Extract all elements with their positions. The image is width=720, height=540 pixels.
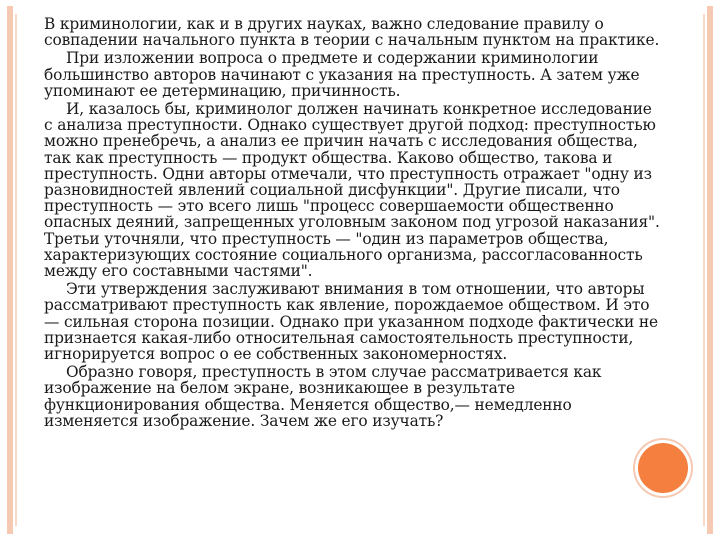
right-border-stripe	[707, 6, 713, 534]
paragraph-5: Образно говоря, преступность в этом случае рассматривается как изображение на белом экране, возникающее в результате функционирования общества. Меняется общество,— немедленно изменяется изображение. Зачем же его изучать?	[44, 363, 602, 430]
paragraph-1: В криминологии, как и в других науках, важно следование правилу о совпадении начального пункта в теории с начальным пунктом на практике.	[44, 15, 660, 50]
paragraph-2: При изложении вопроса о предмете и содержании криминологии большинство авторов начинают с указания на преступность. А затем уже упоминают ее детерминацию, причинность.	[44, 49, 640, 100]
right-inner-stripe	[703, 14, 705, 526]
decorative-orange-circle	[638, 443, 688, 493]
left-border-stripe	[7, 6, 13, 534]
body-text	[44, 16, 660, 431]
paragraph-3: И, казалось бы, криминолог должен начинать конкретное исследование с анализа преступности. Однако существует другой подход: преступностью можно пренебречь, а анализ ее причин начать с исследования общества, так как преступность — продукт общества. Каково общество, такова и преступность. Одни авторы отмечали, что преступность отражает "одну из разновидностей явлений социальной дисфункции". Другие писали, что преступность — это всего лишь "процесс совершаемости общественно опасных деяний, запрещенных уголовным законом под угрозой наказания". Третьи уточняли, что преступность — "один из параметров общества, характеризующих состояние социального организма, рассогласованность между его составными частями".	[44, 100, 660, 281]
paragraph-4: Эти утверждения заслуживают внимания в том отношении, что авторы рассматривают преступность как явление, порождаемое обществом. И это — сильная сторона позиции. Однако при указанном подходе фактически не признается какая-либо относительная самостоятельность преступности, игнорируется вопрос о ее собственных закономерностях.	[44, 280, 658, 364]
left-inner-stripe	[15, 14, 17, 526]
